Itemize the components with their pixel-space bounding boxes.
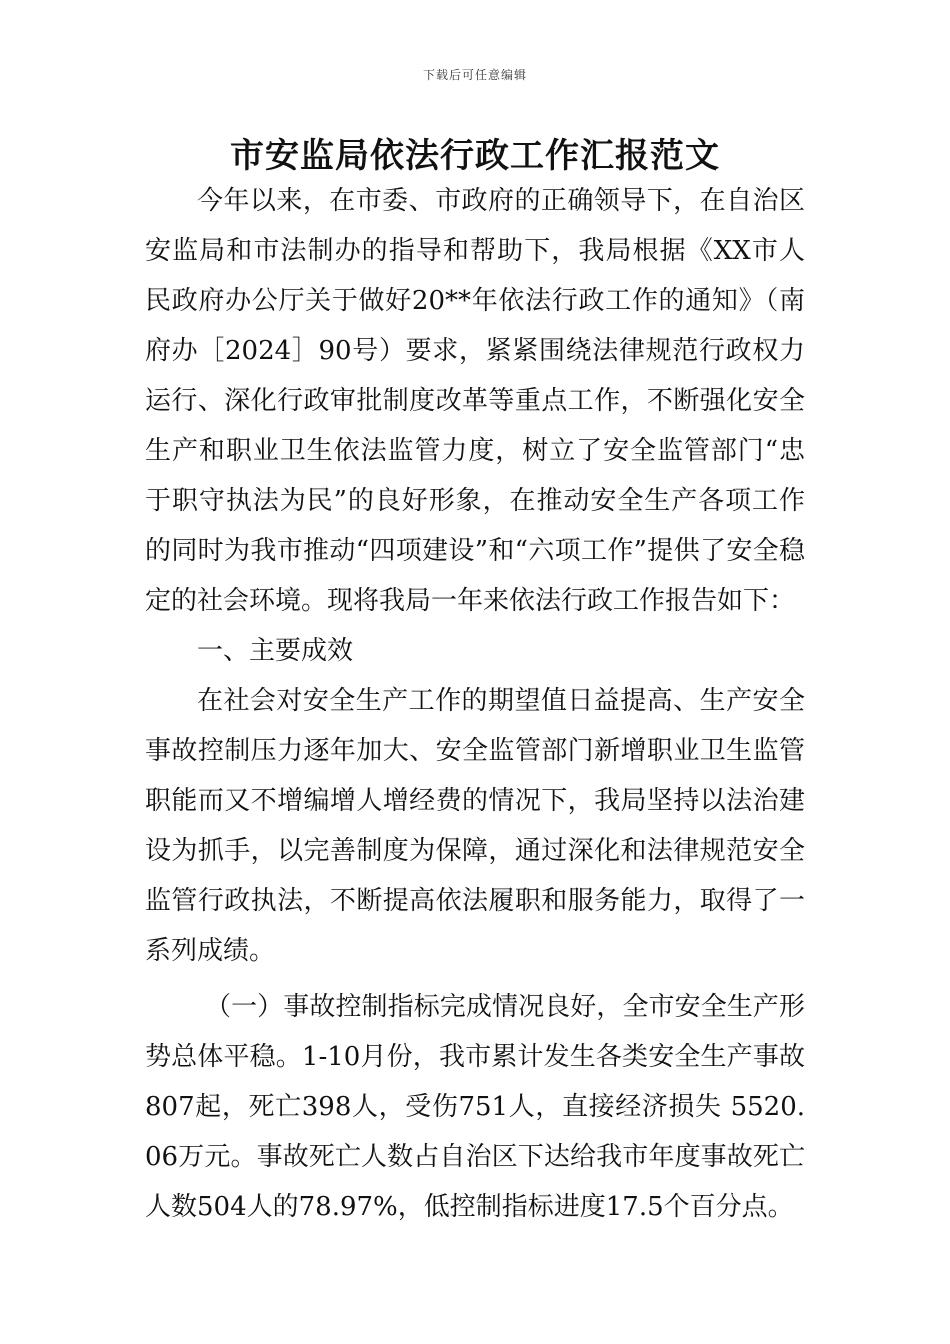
- document-title: 市安监局依法行政工作汇报范文: [230, 136, 720, 176]
- intro-paragraph: 今年以来，在市委、市政府的正确领导下，在自治区安监局和市法制办的指导和帮助下，我局根据《XX市人民政府办公厅关于做好20**年依法行政工作的通知》（南府办［2024］90号）要求，紧紧围绕法律规范行政权力运行、深化行政审批制度改革等重点工作，不断强化安全生产和职业卫生依法监管力度，树立了安全监管部门“忠于职守执法为民”的良好形象，在推动安全生产各项工作的同时为我市推动“四项建设”和“六项工作”提供了安全稳定的社会环境。现将我局一年来依法行政工作报告如下：: [145, 186, 805, 616]
- document-body: [145, 176, 805, 1232]
- page-header-note: 下载后可任意编辑: [422, 68, 527, 82]
- section-heading-main-results: 一、主要成效: [197, 636, 354, 666]
- subsection-accident-control-paragraph: （一）事故控制指标完成情况良好，全市安全生产形势总体平稳。1-10月份，我市累计发生各类安全生产事故807起，死亡398人，受伤751人，直接经济损失 5520.06万元。事故死亡人数占自治区下达给我市年度事故死亡人数504人的78.97%，低控制指标进度17.5个百分点。: [145, 992, 805, 1222]
- results-paragraph: 在社会对安全生产工作的期望值日益提高、生产安全事故控制压力逐年加大、安全监管部门新增职业卫生监管职能而又不增编增人增经费的情况下，我局坚持以法治建设为抓手，以完善制度为保障，通过深化和法律规范安全监管行政执法，不断提高依法履职和服务能力，取得了一系列成绩。: [145, 686, 805, 966]
